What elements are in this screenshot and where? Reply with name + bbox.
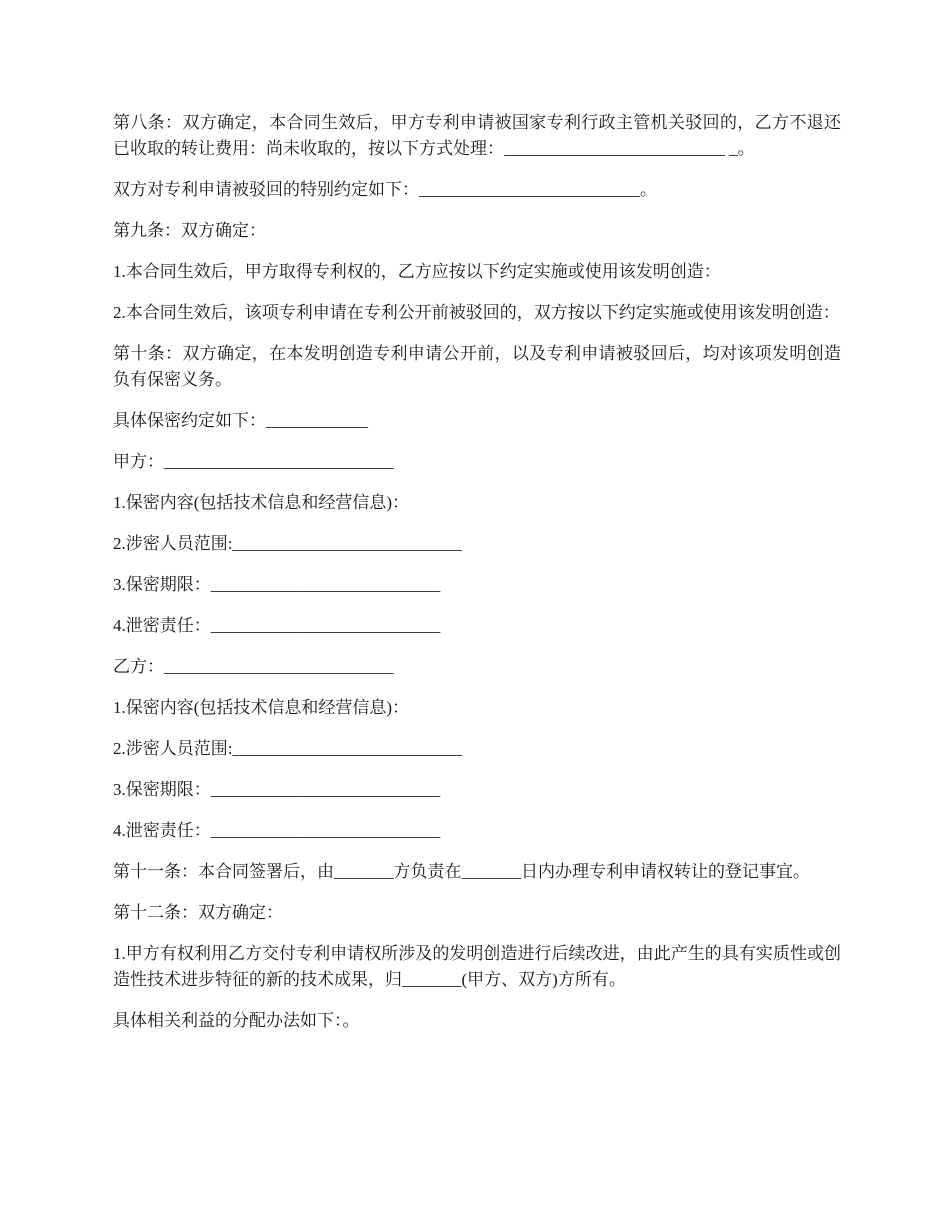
document-page	[113, 110, 841, 1049]
confidentiality-agreement-line: 具体保密约定如下：____________	[113, 411, 368, 430]
party-b-item-3: 3.保密期限：___________________________	[113, 780, 441, 799]
benefit-distribution-line: 具体相关利益的分配办法如下：。	[113, 1011, 360, 1030]
clause-9-heading: 第九条：双方确定：	[113, 221, 266, 240]
party-a-item-1: 1.保密内容(包括技术信息和经营信息)：	[113, 493, 410, 512]
clause-9-item-2: 2.本合同生效后，该项专利申请在专利公开前被驳回的，双方按以下约定实施或使用该发明创造：	[113, 303, 840, 322]
clause-12-item-1: 1.甲方有权利用乙方交付专利申请权所涉及的发明创造进行后续改进，由此产生的具有实质性或创造性技术进步特征的新的技术成果，归_______(甲方、双方)方所有。	[113, 944, 841, 989]
party-b-line: 乙方：___________________________	[113, 657, 394, 676]
party-b-item-2: 2.涉密人员范围:___________________________	[113, 739, 462, 758]
party-a-item-2: 2.涉密人员范围:___________________________	[113, 534, 462, 553]
party-b-item-4: 4.泄密责任：___________________________	[113, 821, 441, 840]
rejection-special-agreement-paragraph: 双方对专利申请被驳回的特别约定如下：__________________________。	[113, 180, 657, 199]
clause-9-item-1: 1.本合同生效后，甲方取得专利权的，乙方应按以下约定实施或使用该发明创造：	[113, 262, 721, 281]
party-b-item-1: 1.保密内容(包括技术信息和经营信息)：	[113, 698, 410, 717]
clause-11-paragraph: 第十一条：本合同签署后，由_______方负责在_______日内办理专利申请权转让的登记事宜。	[113, 862, 810, 881]
clause-10-paragraph: 第十条：双方确定，在本发明创造专利申请公开前，以及专利申请被驳回后，均对该项发明创造负有保密义务。	[113, 344, 841, 389]
party-a-item-4: 4.泄密责任：___________________________	[113, 616, 441, 635]
party-a-item-3: 3.保密期限：___________________________	[113, 575, 441, 594]
party-a-line: 甲方：___________________________	[113, 452, 394, 471]
clause-8-paragraph: 第八条：双方确定，本合同生效后，甲方专利申请被国家专利行政主管机关驳回的，乙方不退还已收取的转让费用：尚未收取的，按以下方式处理：__________________________ _。	[113, 113, 841, 158]
clause-12-heading: 第十二条：双方确定：	[113, 903, 283, 922]
